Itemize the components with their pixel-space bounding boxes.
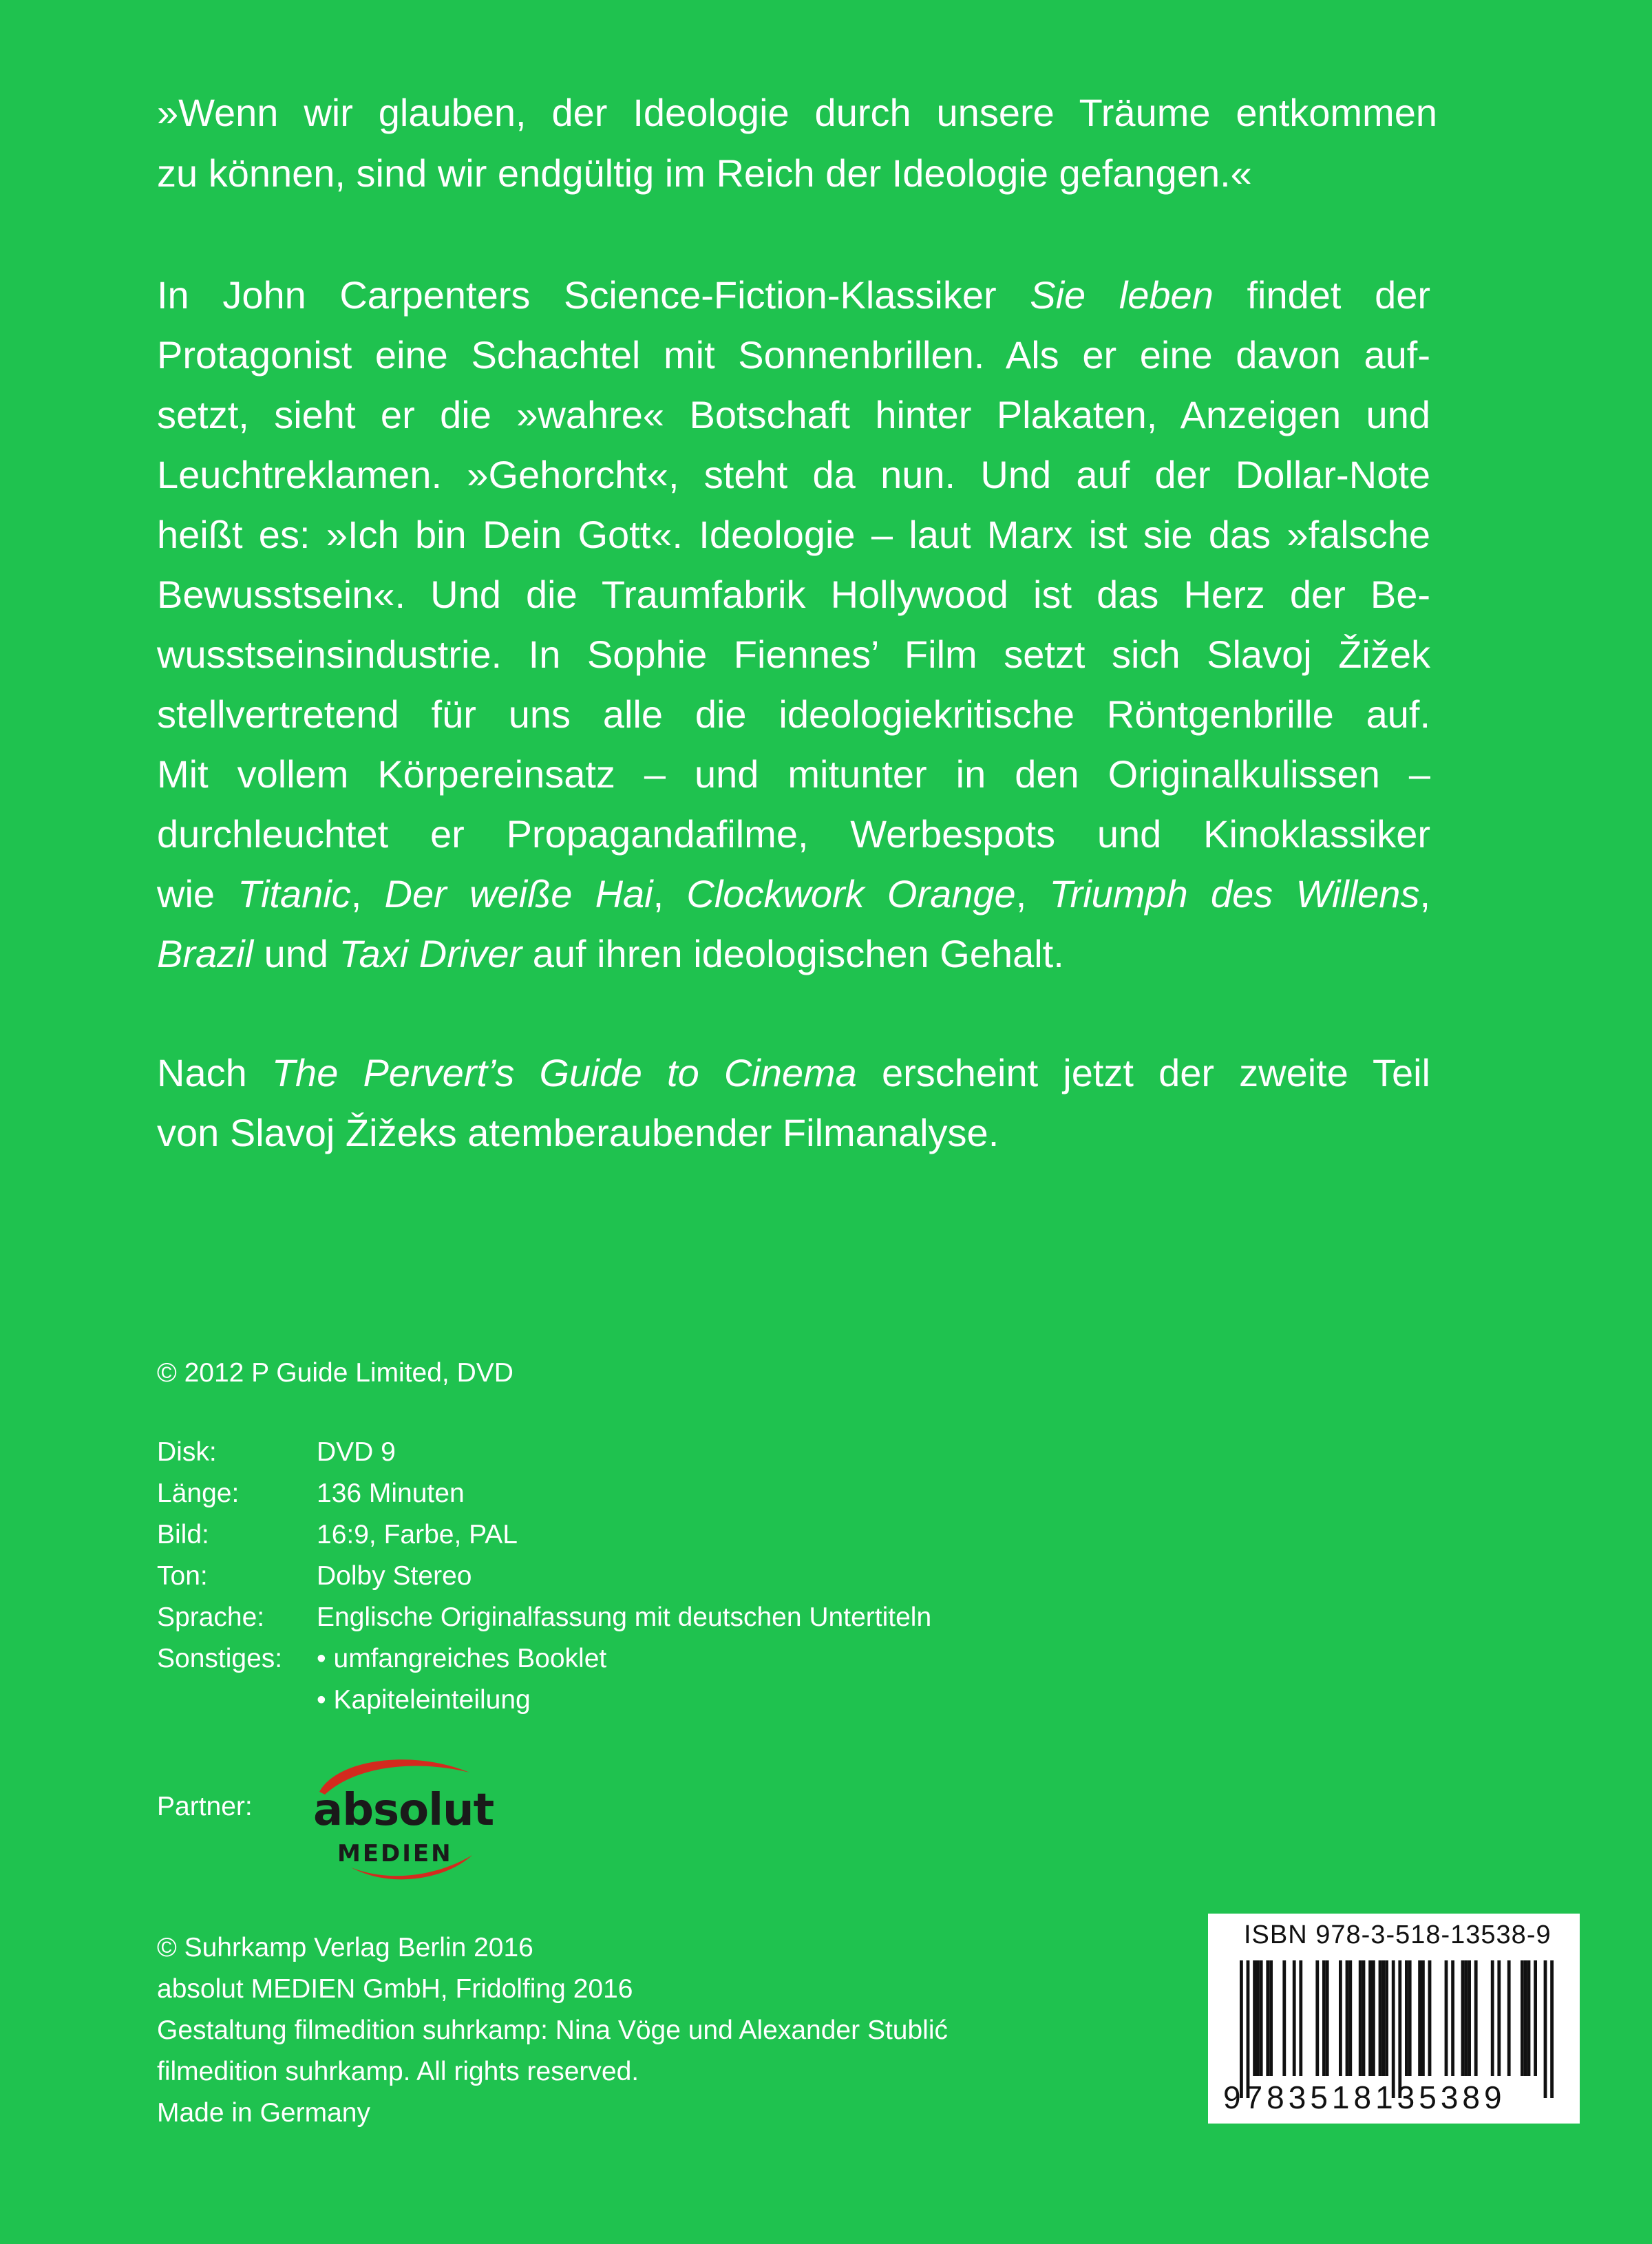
spec-value: • Kapiteleinteilung [317, 1680, 531, 1721]
barcode-bar [1269, 1960, 1273, 2076]
barcode-bar [1368, 1960, 1372, 2076]
description-line: Brazil und Taxi Driver auf ihren ideologischen Gehalt. [157, 932, 1064, 975]
barcode-bar [1464, 1960, 1468, 2076]
spec-label: Sprache: [157, 1602, 265, 1632]
spec-value: 136 Minuten [317, 1479, 465, 1508]
barcode-bar [1497, 1960, 1501, 2076]
barcode-bar [1408, 1960, 1412, 2076]
barcode-bar [1240, 1960, 1243, 2098]
description-line: setzt, sieht er die »wahre« Botschaft hinter Plakaten, Anzeigen und [157, 393, 1430, 436]
film-title: Brazil [157, 932, 254, 975]
barcode-bar [1385, 1960, 1388, 2076]
description-line: stellvertretend für uns alle die ideologiekritische Röntgenbrille auf. [157, 692, 1430, 736]
film-title: Der weiße Hai [384, 872, 653, 915]
credit-line: filmedition suhrkamp. All rights reserved. [157, 2057, 639, 2086]
barcode-bar [1398, 1960, 1401, 2098]
barcode-bar [1550, 1960, 1554, 2098]
credit-line: © Suhrkamp Verlag Berlin 2016 [157, 1933, 533, 1962]
spec-row [157, 1514, 931, 1556]
barcode-bar [1315, 1960, 1319, 2076]
spec-label: Bild: [157, 1520, 209, 1549]
barcode-bar [1247, 1960, 1250, 2098]
ean-digits: 9783518135389 [1223, 2079, 1506, 2115]
barcode-bar [1534, 1960, 1537, 2076]
barcode-bar [1372, 1960, 1375, 2076]
absolut-medien-logo [310, 1752, 494, 1890]
isbn-number: ISBN 978-3-518-13538-9 [1244, 1920, 1552, 1949]
barcode-bar [1326, 1960, 1329, 2076]
spec-row [157, 1432, 931, 1473]
barcode-bar [1418, 1960, 1421, 2076]
ideology-quote [157, 83, 1437, 204]
barcode-bar [1359, 1960, 1362, 2076]
spec-label: Disk: [157, 1437, 217, 1467]
film-title: The Pervert’s Guide to Cinema [271, 1051, 857, 1094]
partner-label: Partner: [157, 1792, 253, 1821]
barcode-bar [1266, 1960, 1269, 2076]
barcode-bar [1461, 1960, 1465, 2076]
barcode-bar [1421, 1960, 1425, 2076]
spec-value: Englische Originalfassung mit deutschen Untertiteln [317, 1602, 932, 1632]
barcode-bar [1527, 1960, 1531, 2076]
spec-value: • umfangreiches Booklet [317, 1638, 606, 1680]
spec-row [157, 1473, 931, 1514]
spec-value: 16:9, Farbe, PAL [317, 1520, 518, 1549]
sequel-line: von Slavoj Žižeks atemberaubender Filmanalyse. [157, 1111, 999, 1154]
barcode-bar [1521, 1960, 1524, 2076]
description-line: durchleuchtet er Propagandafilme, Werbespots und Kinoklassiker [157, 812, 1430, 856]
credit-line: Gestaltung filmedition suhrkamp: Nina Vöge und Alexander Stublić [157, 2015, 948, 2045]
barcode-bar [1445, 1960, 1448, 2076]
spec-row [157, 1556, 931, 1597]
barcode-bar [1405, 1960, 1408, 2076]
barcode-bar [1468, 1960, 1471, 2076]
description-line: wie Titanic, Der weiße Hai, Clockwork Orange, Triumph des Willens, [157, 872, 1431, 915]
dvd-copyright: © 2012 P Guide Limited, DVD [157, 1358, 513, 1388]
barcode-bar [1524, 1960, 1527, 2076]
technical-specs [157, 1432, 931, 1721]
barcode-bar [1299, 1960, 1302, 2076]
spec-row [157, 1638, 931, 1680]
description-line: wusstseinsindustrie. In Sophie Fiennes’ Film setzt sich Slavoj Žižek [157, 633, 1430, 676]
description-line: Protagonist eine Schachtel mit Sonnenbrillen. Als er eine davon auf- [157, 333, 1430, 377]
film-title: Taxi Driver [339, 932, 522, 975]
description-paragraph [157, 265, 1430, 984]
barcode-bar [1392, 1960, 1395, 2098]
film-title: Clockwork Orange [686, 872, 1016, 915]
barcode-bar [1256, 1960, 1260, 2076]
barcode-bar [1491, 1960, 1494, 2076]
film-title: Triumph des Willens [1049, 872, 1420, 915]
spec-row [157, 1597, 931, 1638]
barcode-bar [1348, 1960, 1352, 2076]
barcode-bar [1282, 1960, 1286, 2076]
barcode-label [1208, 1914, 1580, 2124]
logo-wordmark: absolut [313, 1785, 494, 1836]
description-line: Mit vollem Körpereinsatz – und mitunter in den Originalkulissen – [157, 752, 1430, 796]
barcode-bar [1379, 1960, 1382, 2076]
barcode-bar [1428, 1960, 1432, 2076]
credit-line: Made in Germany [157, 2098, 370, 2128]
film-title: Sie leben [1030, 273, 1214, 317]
sequel-paragraph [157, 1043, 1430, 1163]
barcode-bar [1339, 1960, 1342, 2076]
quote-line: zu können, sind wir endgültig im Reich der Ideologie gefangen.« [157, 151, 1252, 195]
description-line: Leuchtreklamen. »Gehorcht«, steht da nun. Und auf der Dollar-Note [157, 453, 1430, 496]
barcode-bar [1346, 1960, 1349, 2076]
sequel-line: Nach The Pervert’s Guide to Cinema erscheint jetzt der zweite Teil [157, 1051, 1431, 1094]
film-title: Titanic [237, 872, 351, 915]
description-line: In John Carpenters Science-Fiction-Klassiker Sie leben findet der [157, 273, 1431, 317]
spec-row [157, 1680, 931, 1721]
spec-label [157, 1680, 317, 1721]
quote-line: »Wenn wir glauben, der Ideologie durch unsere Träume entkommen [157, 91, 1437, 134]
barcode-bar [1253, 1960, 1256, 2076]
spec-value: Dolby Stereo [317, 1561, 472, 1591]
logo-subtitle: MEDIEN [337, 1840, 453, 1867]
barcode-bar [1362, 1960, 1366, 2076]
barcode-bar [1544, 1960, 1547, 2098]
barcode-bar [1381, 1960, 1385, 2076]
barcode-bar [1507, 1960, 1511, 2076]
barcode-bar [1322, 1960, 1326, 2076]
barcode-bar [1260, 1960, 1263, 2076]
barcode-bar [1451, 1960, 1454, 2076]
spec-value: DVD 9 [317, 1437, 396, 1467]
barcode-bar [1474, 1960, 1478, 2076]
description-line: Bewusstsein«. Und die Traumfabrik Hollywood ist das Herz der Be- [157, 573, 1430, 616]
credit-line: absolut MEDIEN GmbH, Fridolfing 2016 [157, 1974, 633, 2004]
barcode-bar [1293, 1960, 1296, 2076]
description-line: heißt es: »Ich bin Dein Gott«. Ideologie – laut Marx ist sie das »falsche [157, 513, 1430, 556]
spec-label: Ton: [157, 1561, 208, 1591]
spec-label: Länge: [157, 1479, 240, 1508]
spec-label: Sonstiges: [157, 1644, 283, 1673]
credits [157, 1927, 948, 2134]
